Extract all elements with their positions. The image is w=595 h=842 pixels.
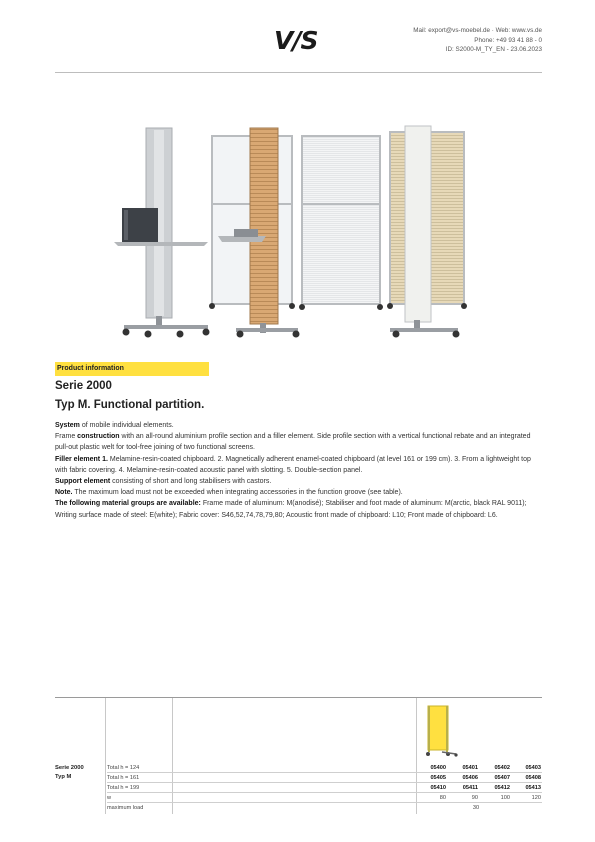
table-row-type: Typ M — [55, 774, 72, 780]
article-code: 05410 — [430, 785, 446, 791]
row-label: Total h = 124 — [107, 765, 140, 771]
product-info-badge: Product information — [55, 362, 209, 376]
article-code: 05413 — [525, 785, 541, 791]
desc-construction: Frame construction with an all-round aluminium profile section and a filler element. Side profile section with a vertical functional rebate and an integrated pull-out plastic welt for tool-free joining of two functional screens. — [55, 433, 531, 452]
article-code: 05407 — [494, 775, 510, 781]
document-id: ID: S2000-M_TY_EN - 23.06.2023 — [445, 46, 542, 53]
article-code: 05401 — [462, 765, 478, 771]
type-subtitle: Typ M. Functional partition. — [55, 399, 205, 411]
article-code: 05403 — [525, 765, 541, 771]
article-code: 05408 — [525, 775, 541, 781]
table-row — [55, 804, 542, 813]
article-code: 05412 — [494, 785, 510, 791]
article-code: 05402 — [494, 765, 510, 771]
row-label: Total h = 161 — [107, 775, 140, 781]
contact-mail-web[interactable]: Mail: export@vs-moebel.de · Web: www.vs.de — [413, 27, 542, 34]
table-row — [55, 764, 542, 773]
row-label: maximum load — [107, 805, 144, 811]
header-divider — [55, 72, 542, 73]
partition-1 — [114, 128, 210, 338]
table-row — [55, 784, 542, 793]
product-photo — [100, 118, 495, 343]
vs-logo: V/S — [274, 26, 318, 55]
desc-filler: Filler element 1. Melamine-resin-coated chipboard. 2. Magnetically adherent enamel-coated chipboard (at level 161 or 199 cm). 3. From a lightweight top with fabric covering. 4. Melamine-resin-coated acoustic panel with slotting. 5. Double-section panel. — [55, 455, 531, 474]
table-row — [55, 774, 542, 783]
desc-system: System of mobile individual elements. — [55, 422, 174, 429]
contact-phone: Phone: +49 93 41 88 - 0 — [474, 36, 542, 44]
article-code: 05405 — [430, 775, 446, 781]
article-code: 05400 — [430, 765, 446, 771]
desc-note: Note. The maximum load must not be exceeded when integrating accessories in the function groove (see table). — [55, 489, 403, 497]
table-row — [55, 794, 542, 803]
description — [55, 420, 541, 521]
row-label: w — [107, 795, 112, 801]
width-value: 100 — [500, 795, 510, 801]
yellow-partition-thumbnail — [420, 704, 460, 760]
table-divider — [55, 697, 542, 698]
width-value: 120 — [531, 795, 541, 801]
article-code: 05406 — [462, 775, 478, 781]
table-row-name: Serie 2000 — [55, 765, 84, 771]
max-load-value: 30 — [472, 805, 480, 811]
partition-3 — [299, 136, 383, 310]
series-title: Serie 2000 — [55, 380, 112, 392]
row-label: Total h = 199 — [107, 785, 140, 791]
contact-block — [413, 26, 542, 55]
desc-materials: The following material groups are available: Frame made of aluminum: M(anodisé); Stabiliser and foot made of aluminum: M(arctic, black RAL 9011); Writing surface made of steel: E(white); Fabric cover: S46,52,74,78,79,80; Acoustic front made of chipboard: L10; Front made of chipboard: L6. — [55, 500, 527, 519]
desc-support: Support element consisting of short and long stabilisers with castors. — [55, 478, 272, 486]
width-value: 80 — [439, 795, 446, 801]
partition-4 — [387, 126, 467, 338]
partition-2 — [209, 128, 300, 338]
width-value: 90 — [471, 795, 478, 801]
article-code: 05411 — [462, 785, 478, 791]
